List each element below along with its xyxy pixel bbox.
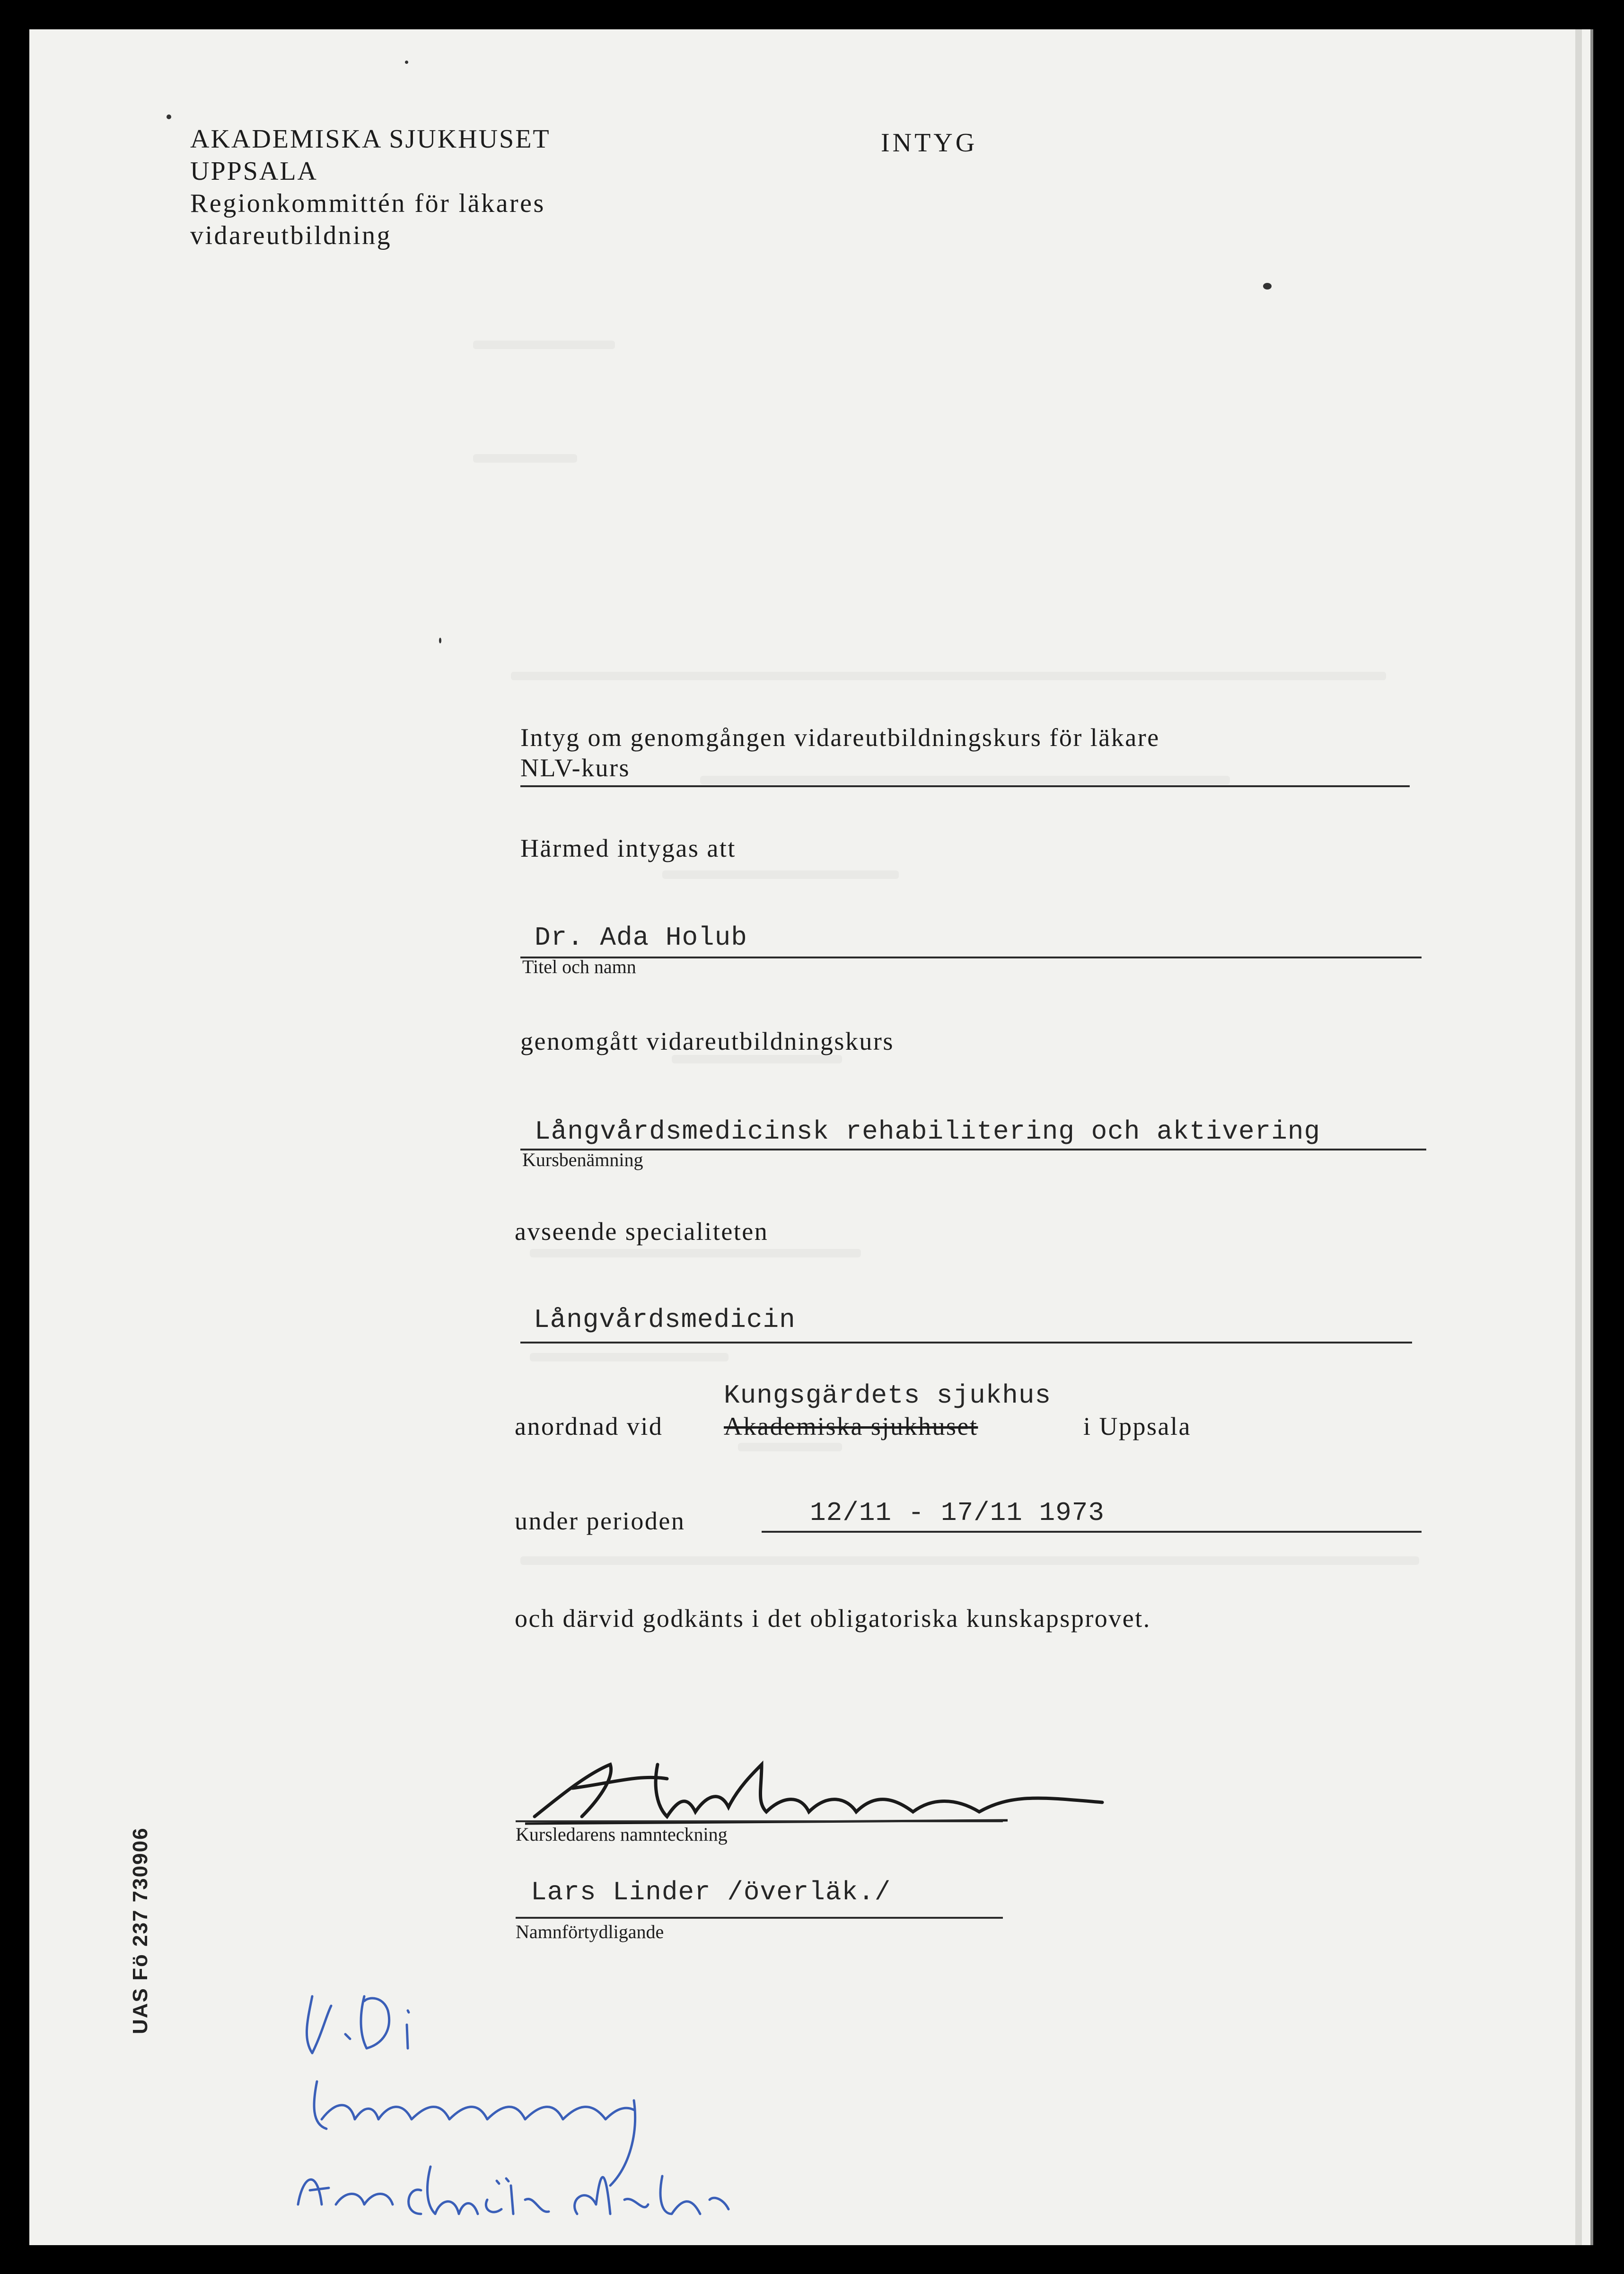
bleed-through-line <box>662 870 899 879</box>
venue-suffix: i Uppsala <box>1083 1412 1191 1440</box>
course-value: Långvårdsmedicinsk rehabilitering och aktivering <box>535 1116 1321 1147</box>
bleed-through-line <box>672 1055 842 1063</box>
specialty-line <box>520 1342 1412 1343</box>
ink-speck <box>439 638 441 643</box>
course-label: Kursbenämning <box>522 1149 643 1170</box>
course-line <box>520 1149 1426 1150</box>
specialty-text: avseende specialiteten <box>515 1217 769 1246</box>
name-value: Dr. Ada Holub <box>535 922 747 953</box>
specialty-value: Långvårdsmedicin <box>534 1305 796 1335</box>
course-leader-signature <box>516 1746 1112 1831</box>
bleed-through-line <box>473 454 577 463</box>
printed-name-value: Lars Linder /överläk./ <box>531 1877 891 1907</box>
bleed-through-line <box>738 1443 842 1451</box>
org-name: AKADEMISKA SJUKHUSET <box>190 124 551 154</box>
certificate-heading: Intyg om genomgången vidareutbildningskurs för läkare <box>520 723 1160 752</box>
page-edge <box>1575 29 1582 2245</box>
org-city: UPPSALA <box>190 157 318 186</box>
printed-name-label: Namnförtydligande <box>516 1921 664 1942</box>
bleed-through-line <box>473 341 615 349</box>
period-prefix: under perioden <box>515 1507 685 1535</box>
ink-speck <box>1263 283 1272 290</box>
course-type: NLV-kurs <box>520 754 631 782</box>
org-committee: Regionkommittén för läkares <box>190 189 545 218</box>
intro-text: Härmed intygas att <box>520 834 736 862</box>
signature-label: Kursledarens namnteckning <box>516 1824 728 1845</box>
ink-speck <box>167 114 171 119</box>
org-committee-cont: vidareutbildning <box>190 221 392 250</box>
completed-text: genomgått vidareutbildningskurs <box>520 1027 894 1055</box>
name-label: Titel och namn <box>522 956 636 977</box>
venue-struck: Akademiska sjukhuset <box>724 1412 978 1440</box>
venue-inserted: Kungsgärdets sjukhus <box>724 1380 1052 1411</box>
bleed-through-line <box>530 1353 729 1361</box>
ink-speck <box>405 61 408 64</box>
bleed-through-line <box>520 1556 1419 1565</box>
form-code: UAS Fö 237 730906 <box>129 1827 152 2034</box>
bleed-through-line <box>511 672 1386 680</box>
bleed-through-line <box>700 776 1230 784</box>
handwritten-annotation <box>284 1977 852 2242</box>
venue-prefix: anordnad vid <box>515 1412 663 1440</box>
course-type-line <box>520 785 1410 787</box>
approval-text: och därvid godkänts i det obligatoriska kunskapsprovet. <box>515 1604 1151 1633</box>
period-line <box>762 1531 1422 1533</box>
printed-name-line <box>516 1917 1003 1919</box>
period-value: 12/11 - 17/11 1973 <box>810 1498 1105 1528</box>
document-title: INTYG <box>881 128 978 158</box>
signature-line <box>516 1820 1003 1822</box>
bleed-through-line <box>530 1249 861 1257</box>
name-line <box>520 957 1422 958</box>
